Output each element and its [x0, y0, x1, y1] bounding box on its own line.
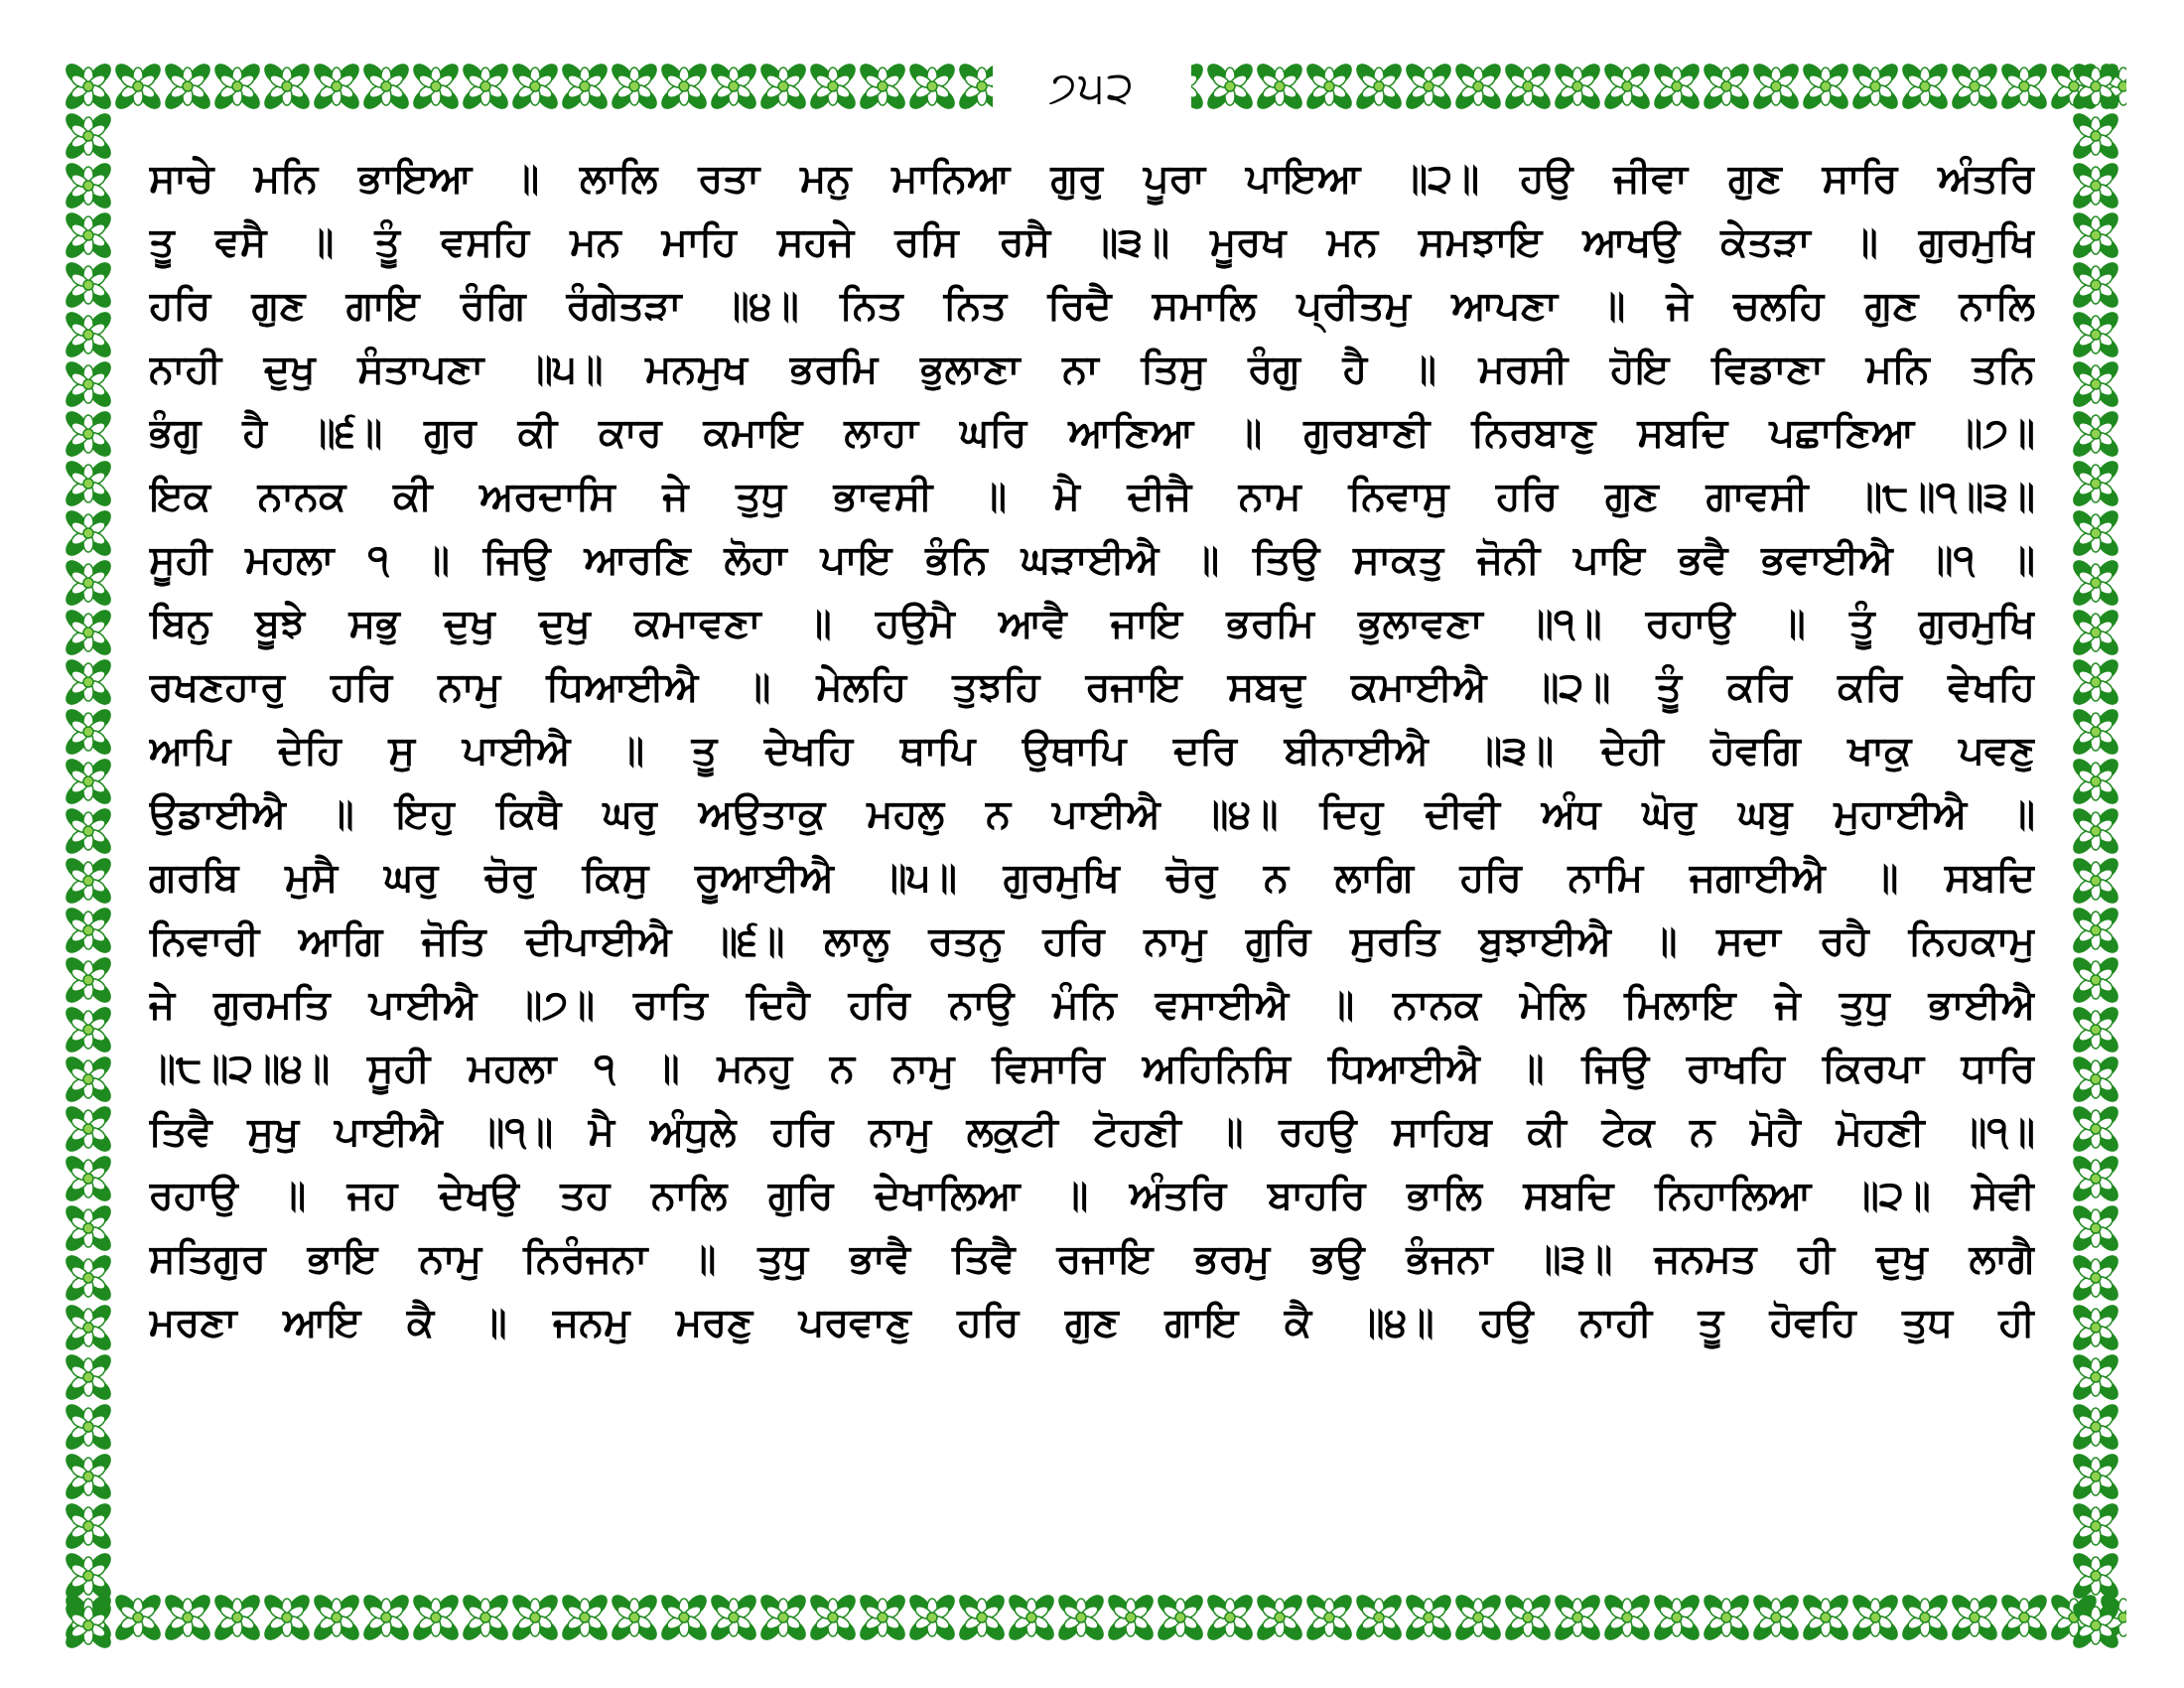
flower-icon [62, 1053, 115, 1106]
flower-icon [856, 1591, 909, 1644]
flower-icon [359, 60, 413, 113]
flower-icon [62, 209, 115, 262]
flower-icon [1600, 60, 1654, 113]
flower-icon [260, 1591, 314, 1644]
flower-icon [2069, 1053, 2122, 1106]
flower-icon [657, 1591, 711, 1644]
flower-icon [1948, 1591, 2001, 1644]
text-line: ਜੇ ਗੁਰਮਤਿ ਪਾਈਐ ॥੭॥ ਰਾਤਿ ਦਿਹੈ ਹਰਿ ਨਾਉ ਮੰਨਿ ਵਸਾਈਐ ॥ ਨਾਨਕ ਮੇਲਿ ਮਿਲਾਇ ਜੇ ਤੁਧੁ ਭਾਈਐ [149, 982, 2035, 1028]
text-line: ਸਤਿਗੁਰ ਭਾਇ ਨਾਮੁ ਨਿਰੰਜਨਾ ॥ ਤੁਧੁ ਭਾਵੈ ਤਿਵੈ ਰਜਾਇ ਭਰਮੁ ਭਉ ਭੰਜਨਾ ॥੩॥ ਜਨਮਤ ਹੀ ਦੁਖੁ ਲਾਗੈ [149, 1236, 2035, 1282]
flower-icon [210, 60, 264, 113]
flower-icon [2069, 1400, 2122, 1454]
flower-icon [707, 1591, 760, 1644]
flower-icon [1402, 60, 1455, 113]
floral-border-svg [2065, 56, 2126, 1648]
flower-icon [62, 1549, 115, 1603]
flower-icon [111, 1591, 165, 1644]
flower-icon [1451, 60, 1505, 113]
flower-icon [62, 854, 115, 908]
flower-icon [1700, 1591, 1753, 1644]
flower-icon [62, 904, 115, 957]
flower-icon [62, 457, 115, 510]
flower-icon [2069, 407, 2122, 461]
flower-icon [2069, 904, 2122, 957]
flower-icon [62, 655, 115, 709]
text-line: ਸੂਹੀ ਮਹਲਾ ੧ ॥ ਜਿਉ ਆਰਣਿ ਲੋਹਾ ਪਾਇ ਭੰਨਿ ਘੜਾਈਐ ॥ ਤਿਉ ਸਾਕਤੁ ਜੋਨੀ ਪਾਇ ਭਵੈ ਭਵਾਈਐ ॥੧ ॥ [149, 537, 2035, 583]
page-number: ੭੫੨ [1048, 62, 1136, 113]
flower-icon [62, 1499, 115, 1553]
flower-icon [62, 407, 115, 461]
flower-icon [905, 1591, 959, 1644]
flower-icon [2069, 606, 2122, 659]
flower-icon [409, 1591, 463, 1644]
flower-icon [905, 60, 959, 113]
flower-icon [1253, 60, 1306, 113]
flower-icon [111, 60, 165, 113]
flower-icon [359, 1591, 413, 1644]
flower-icon [1600, 1591, 1654, 1644]
flower-icon [1551, 1591, 1604, 1644]
flower-icon [62, 1301, 115, 1354]
flower-icon [508, 60, 562, 113]
flower-icon [1749, 60, 1803, 113]
flower-icon [62, 357, 115, 411]
flower-icon [1997, 1591, 2051, 1644]
flower-icon [1799, 60, 1852, 113]
flower-icon [558, 60, 612, 113]
text-line: ਬਿਨੁ ਬੂਝੇ ਸਭੁ ਦੁਖੁ ਦੁਖੁ ਕਮਾਵਣਾ ॥ ਹਉਮੈ ਆਵੈ ਜਾਇ ਭਰਮਿ ਭੁਲਾਵਣਾ ॥੧॥ ਰਹਾਉ ॥ ਤੂੰ ਗੁਰਮੁਖਿ [149, 601, 2035, 646]
text-block [149, 147, 2035, 1557]
flower-icon [2069, 556, 2122, 610]
flower-icon [608, 1591, 661, 1644]
flower-icon [2069, 1450, 2122, 1503]
flower-icon [161, 60, 214, 113]
flower-icon [1551, 60, 1604, 113]
flower-icon [2069, 1350, 2122, 1404]
flower-icon [2069, 1251, 2122, 1305]
flower-icon [161, 1591, 214, 1644]
flower-icon [1302, 60, 1356, 113]
flower-icon [2069, 1499, 2122, 1553]
flower-icon [62, 606, 115, 659]
flower-icon [62, 953, 115, 1007]
text-line: ਭੰਗੁ ਹੈ ॥੬॥ ਗੁਰ ਕੀ ਕਾਰ ਕਮਾਇ ਲਾਹਾ ਘਰਿ ਆਣਿਆ ॥ ਗੁਰਬਾਣੀ ਨਿਰਬਾਣੁ ਸਬਦਿ ਪਛਾਣਿਆ ॥੭॥ [149, 410, 2035, 456]
flower-icon [62, 1201, 115, 1255]
flower-icon [2069, 159, 2122, 212]
flower-icon [2069, 506, 2122, 560]
flower-icon [62, 1152, 115, 1205]
flower-icon [1352, 1591, 1406, 1644]
text-line: ॥੮॥੨॥੪॥ ਸੂਹੀ ਮਹਲਾ ੧ ॥ ਮਨਹੁ ਨ ਨਾਮੁ ਵਿਸਾਰਿ ਅਹਿਨਿਸਿ ਧਿਆਈਐ ॥ ਜਿਉ ਰਾਖਹਿ ਕਿਰਪਾ ਧਾਰਿ [149, 1046, 2035, 1091]
text-line: ਗਰਬਿ ਮੁਸੈ ਘਰੁ ਚੋਰੁ ਕਿਸੁ ਰੂਆਈਐ ॥੫॥ ਗੁਰਮੁਖਿ ਚੋਰੁ ਨ ਲਾਗਿ ਹਰਿ ਨਾਮਿ ਜਗਾਈਐ ॥ ਸਬਦਿ [149, 855, 2035, 901]
flower-icon [2069, 804, 2122, 858]
flower-icon [1104, 1591, 1158, 1644]
floral-border-svg [58, 56, 119, 1648]
flower-icon [310, 60, 363, 113]
flower-icon [1799, 1591, 1852, 1644]
flower-icon [62, 159, 115, 212]
flower-icon [707, 60, 760, 113]
flower-icon [62, 755, 115, 808]
flower-icon [955, 1591, 1009, 1644]
floral-border-bottom [58, 1587, 2126, 1648]
flower-icon [2069, 60, 2122, 113]
flower-icon [2069, 705, 2122, 759]
flower-icon [62, 109, 115, 163]
flower-icon [1650, 1591, 1704, 1644]
text-line: ਤਿਵੈ ਸੁਖੁ ਪਾਈਐ ॥੧॥ ਮੈ ਅੰਧੁਲੇ ਹਰਿ ਨਾਮੁ ਲਕੁਟੀ ਟੋਹਣੀ ॥ ਰਹਉ ਸਾਹਿਬ ਕੀ ਟੇਕ ਨ ਮੋਹੈ ਮੋਹਣੀ ॥੧॥ [149, 1109, 2035, 1155]
flower-icon [62, 1350, 115, 1404]
flower-icon [62, 308, 115, 361]
flower-icon [2069, 258, 2122, 312]
floral-border-right [2065, 56, 2126, 1648]
page-number-box [993, 52, 1191, 123]
flower-icon [409, 60, 463, 113]
text-line: ਆਪਿ ਦੇਹਿ ਸੁ ਪਾਈਐ ॥ ਤੂ ਦੇਖਹਿ ਥਾਪਿ ਉਥਾਪਿ ਦਰਿ ਬੀਨਾਈਐ ॥੩॥ ਦੇਹੀ ਹੋਵਗਿ ਖਾਕੁ ਪਵਣੁ [149, 728, 2035, 774]
flower-icon [1749, 1591, 1803, 1644]
flower-icon [62, 1251, 115, 1305]
flower-icon [2069, 1301, 2122, 1354]
flower-icon [1253, 1591, 1306, 1644]
flower-icon [1848, 1591, 1902, 1644]
text-line: ਨਾਹੀ ਦੁਖੁ ਸੰਤਾਪਣਾ ॥੫॥ ਮਨਮੁਖ ਭਰਮਿ ਭੁਲਾਣਾ ਨਾ ਤਿਸੁ ਰੰਗੁ ਹੈ ॥ ਮਰਸੀ ਹੋਇ ਵਿਡਾਣਾ ਮਨਿ ਤਨਿ [149, 347, 2035, 392]
flower-icon [1451, 1591, 1505, 1644]
flower-icon [1005, 1591, 1058, 1644]
flower-icon [1402, 1591, 1455, 1644]
flower-icon [1898, 60, 1952, 113]
flower-icon [1203, 1591, 1257, 1644]
flower-icon [1948, 60, 2001, 113]
flower-icon [1154, 1591, 1207, 1644]
flower-icon [2069, 457, 2122, 510]
flower-icon [756, 60, 810, 113]
flower-icon [62, 258, 115, 312]
flower-icon [62, 1400, 115, 1454]
flower-icon [210, 1591, 264, 1644]
flower-icon [260, 60, 314, 113]
flower-icon [459, 1591, 512, 1644]
flower-icon [2069, 953, 2122, 1007]
text-line: ਰਹਾਉ ॥ ਜਹ ਦੇਖਉ ਤਹ ਨਾਲਿ ਗੁਰਿ ਦੇਖਾਲਿਆ ॥ ਅੰਤਰਿ ਬਾਹਰਿ ਭਾਲਿ ਸਬਦਿ ਨਿਹਾਲਿਆ ॥੨॥ ਸੇਵੀ [149, 1173, 2035, 1218]
flower-icon [608, 60, 661, 113]
text-line: ਤੂ ਵਸੈ ॥ ਤੂੰ ਵਸਹਿ ਮਨ ਮਾਹਿ ਸਹਜੇ ਰਸਿ ਰਸੈ ॥੩॥ ਮੂਰਖ ਮਨ ਸਮਝਾਇ ਆਖਉ ਕੇਤੜਾ ॥ ਗੁਰਮੁਖਿ [149, 219, 2035, 265]
flower-icon [1501, 60, 1555, 113]
flower-icon [1302, 1591, 1356, 1644]
flower-icon [2069, 1201, 2122, 1255]
flower-icon [62, 60, 115, 113]
flower-icon [1848, 60, 1902, 113]
flower-icon [62, 1599, 115, 1648]
flower-icon [62, 556, 115, 610]
flower-icon [856, 60, 909, 113]
flower-icon [2069, 655, 2122, 709]
flower-icon [1501, 1591, 1555, 1644]
flower-icon [2069, 1549, 2122, 1603]
flower-icon [2069, 1599, 2122, 1648]
flower-icon [62, 705, 115, 759]
text-line: ਮਰਣਾ ਆਇ ਕੈ ॥ ਜਨਮੁ ਮਰਣੁ ਪਰਵਾਣੁ ਹਰਿ ਗੁਣ ਗਾਇ ਕੈ ॥੪॥ ਹਉ ਨਾਹੀ ਤੂ ਹੋਵਹਿ ਤੁਧ ਹੀ [149, 1300, 2035, 1345]
flower-icon [62, 506, 115, 560]
flower-icon [1700, 60, 1753, 113]
floral-border-left [58, 56, 119, 1648]
flower-icon [62, 1450, 115, 1503]
text-line: ਰਖਣਹਾਰੁ ਹਰਿ ਨਾਮੁ ਧਿਆਈਐ ॥ ਮੇਲਹਿ ਤੁਝਹਿ ਰਜਾਇ ਸਬਦੁ ਕਮਾਈਐ ॥੨॥ ਤੂੰ ਕਰਿ ਕਰਿ ਵੇਖਹਿ [149, 664, 2035, 710]
flower-icon [806, 60, 860, 113]
flower-icon [558, 1591, 612, 1644]
flower-icon [756, 1591, 810, 1644]
flower-icon [806, 1591, 860, 1644]
flower-icon [62, 1003, 115, 1056]
flower-icon [2069, 109, 2122, 163]
flower-icon [1997, 60, 2051, 113]
flower-icon [1352, 60, 1406, 113]
flower-icon [2069, 854, 2122, 908]
flower-icon [2069, 357, 2122, 411]
flower-icon [508, 1591, 562, 1644]
flower-icon [310, 1591, 363, 1644]
flower-icon [2069, 209, 2122, 262]
text-line: ਹਰਿ ਗੁਣ ਗਾਇ ਰੰਗਿ ਰੰਗੇਤੜਾ ॥੪॥ ਨਿਤ ਨਿਤ ਰਿਦੈ ਸਮਾਲਿ ਪ੍ਰੀਤਮੁ ਆਪਣਾ ॥ ਜੇ ਚਲਹਿ ਗੁਣ ਨਾਲਿ [149, 283, 2035, 329]
flower-icon [1054, 1591, 1108, 1644]
flower-icon [1898, 1591, 1952, 1644]
flower-icon [2069, 1102, 2122, 1156]
flower-icon [2069, 1003, 2122, 1056]
flower-icon [2069, 755, 2122, 808]
flower-icon [1650, 60, 1704, 113]
text-line: ਇਕ ਨਾਨਕ ਕੀ ਅਰਦਾਸਿ ਜੇ ਤੁਧੁ ਭਾਵਸੀ ॥ ਮੈ ਦੀਜੈ ਨਾਮ ਨਿਵਾਸੁ ਹਰਿ ਗੁਣ ਗਾਵਸੀ ॥੮॥੧॥੩॥ [149, 474, 2035, 519]
flower-icon [459, 60, 512, 113]
flower-icon [657, 60, 711, 113]
text-line: ਸਾਚੇ ਮਨਿ ਭਾਇਆ ॥ ਲਾਲਿ ਰਤਾ ਮਨੁ ਮਾਨਿਆ ਗੁਰੁ ਪੂਰਾ ਪਾਇਆ ॥੨॥ ਹਉ ਜੀਵਾ ਗੁਣ ਸਾਰਿ ਅੰਤਰਿ [149, 156, 2035, 202]
text-line: ਨਿਵਾਰੀ ਆਗਿ ਜੋਤਿ ਦੀਪਾਈਐ ॥੬॥ ਲਾਲੁ ਰਤਨੁ ਹਰਿ ਨਾਮੁ ਗੁਰਿ ਸੁਰਤਿ ਬੁਝਾਈਐ ॥ ਸਦਾ ਰਹੈ ਨਿਹਕਾਮੁ [149, 918, 2035, 964]
floral-border-svg [58, 1587, 2126, 1648]
flower-icon [2069, 1152, 2122, 1205]
text-line: ਉਡਾਈਐ ॥ ਇਹੁ ਕਿਥੈ ਘਰੁ ਅਉਤਾਕੁ ਮਹਲੁ ਨ ਪਾਈਐ ॥੪॥ ਦਿਹੁ ਦੀਵੀ ਅੰਧ ਘੋਰੁ ਘਬੁ ਮੁਹਾਈਐ ॥ [149, 791, 2035, 837]
flower-icon [62, 804, 115, 858]
flower-icon [2069, 308, 2122, 361]
flower-icon [1203, 60, 1257, 113]
flower-icon [62, 1102, 115, 1156]
